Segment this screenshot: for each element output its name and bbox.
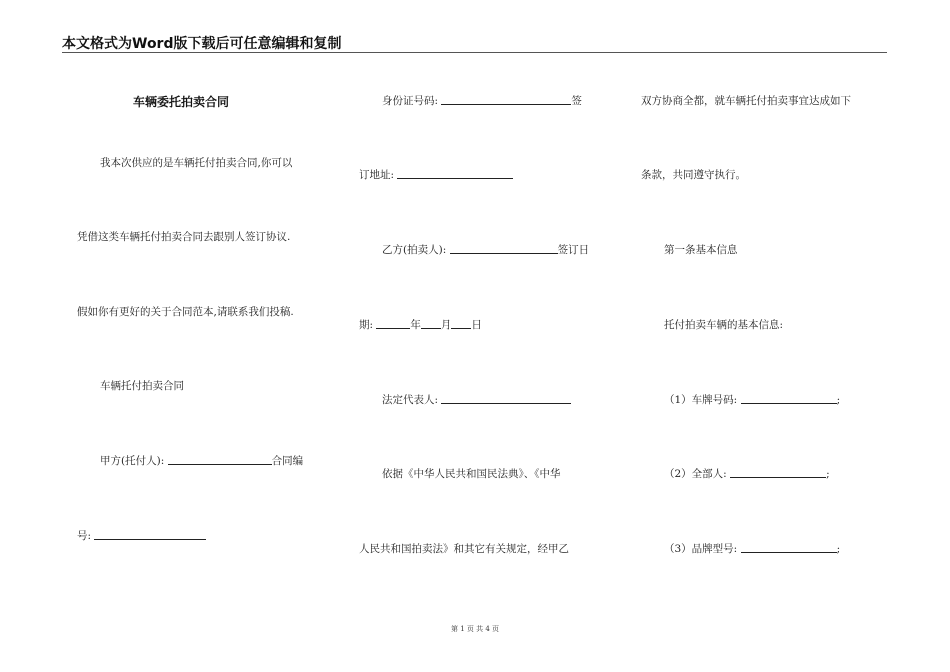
contract-no-label-start: 合同编 bbox=[271, 455, 304, 467]
contract-no-blank bbox=[94, 528, 206, 540]
intro-line-1: 我本次供应的是车辆托付拍卖合同,你可以 bbox=[100, 157, 293, 169]
vehicle-info-heading: 托付拍卖车辆的基本信息: bbox=[664, 319, 784, 331]
contract-no-label-end: 号: bbox=[77, 530, 92, 542]
brand-model-semicolon: ; bbox=[836, 543, 841, 555]
header-divider bbox=[62, 52, 887, 53]
intro-line-3: 假如你有更好的关于合同范本,请联系我们投稿. bbox=[77, 306, 294, 318]
sign-date-label: 期: bbox=[359, 319, 374, 331]
party-b-label: 乙方(拍卖人): bbox=[382, 244, 447, 256]
agreement-line-1: 双方协商全都，就车辆托付拍卖事宜达成如下 bbox=[641, 95, 851, 107]
id-number-blank bbox=[441, 93, 571, 105]
plate-number-line bbox=[664, 392, 840, 407]
owner-semicolon: ; bbox=[826, 468, 830, 480]
year-label: 年 bbox=[410, 319, 421, 331]
party-b-blank bbox=[450, 242, 558, 254]
brand-model-line bbox=[664, 541, 840, 556]
legal-rep-label: 法定代表人: bbox=[382, 394, 439, 406]
month-label: 月 bbox=[440, 319, 452, 331]
contract-no-line bbox=[77, 528, 206, 543]
sign-date-line bbox=[359, 317, 482, 332]
party-b-line bbox=[382, 242, 589, 257]
agreement-line-2: 条款，共同遵守执行。 bbox=[641, 169, 746, 181]
page-number: 第 1 页 共 4 页 bbox=[450, 625, 500, 633]
month-blank bbox=[421, 317, 441, 329]
intro-line-2: 凭借这类车辆托付拍卖合同去跟别人签订协议. bbox=[77, 231, 291, 243]
plate-number-label: （1）车牌号码: bbox=[664, 394, 738, 406]
day-blank bbox=[451, 317, 471, 329]
owner-label: （2）全部人: bbox=[664, 468, 727, 480]
year-blank bbox=[376, 317, 410, 329]
sign-address-start: 签 bbox=[571, 95, 582, 107]
article-1-heading: 第一条基本信息 bbox=[664, 244, 738, 256]
party-a-blank bbox=[168, 453, 272, 465]
basis-line-2: 人民共和国拍卖法》和其它有关规定，经甲乙 bbox=[359, 543, 569, 555]
owner-blank bbox=[730, 466, 826, 478]
sign-address-label: 订地址: bbox=[359, 169, 395, 181]
sign-address-blank bbox=[397, 167, 513, 179]
legal-rep-blank bbox=[441, 392, 571, 404]
document-header: 本文格式为Word版下载后可任意编辑和复制 bbox=[62, 36, 342, 52]
subtitle: 车辆托付拍卖合同 bbox=[100, 380, 184, 392]
day-label: 日 bbox=[471, 319, 482, 331]
sign-address-line bbox=[359, 167, 513, 182]
plate-number-semicolon: ; bbox=[836, 394, 841, 406]
sign-date-start: 签订日 bbox=[557, 244, 590, 256]
legal-rep-line bbox=[382, 392, 571, 407]
party-a-line bbox=[100, 453, 303, 468]
owner-line bbox=[664, 466, 830, 481]
contract-title: 车辆委托拍卖合同 bbox=[133, 95, 230, 109]
brand-model-label: （3）品牌型号: bbox=[664, 543, 738, 555]
brand-model-blank bbox=[741, 541, 837, 553]
party-a-label: 甲方(托付人): bbox=[100, 455, 165, 467]
id-number-line bbox=[382, 93, 582, 108]
plate-number-blank bbox=[741, 392, 837, 404]
basis-line-1: 依据《中华人民共和国民法典》、《中华 bbox=[382, 468, 561, 480]
id-number-label: 身份证号码: bbox=[382, 95, 439, 107]
